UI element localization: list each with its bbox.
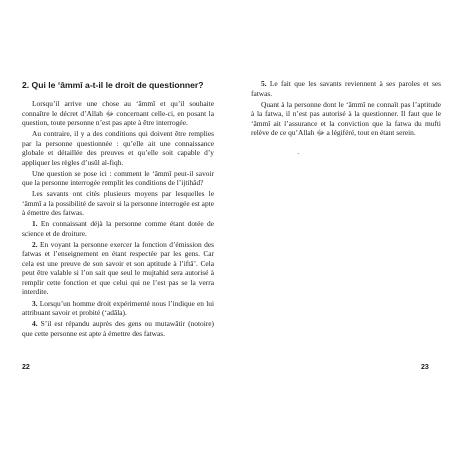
list-item — [22, 219, 214, 238]
paragraph: Lorsqu’il arrive une chose au ‘âmmî et qu’il souhaite connaître le décret d’Allah ﷻ concernant celle-ci, en posant la question, toute personne n’est pas apte à être interrogée. — [22, 99, 214, 127]
list-number: 5. — [261, 79, 267, 88]
paragraph: Quant à la personne dont le ‘âmmî ne connaît pas l’aptitude à la fatwa, il n’est pas autorisé à la questionner. Il faut que le ‘âmmî ait l’assurance et la conviction que la fatwa du mufti relève de ce qu’Allah ﷻ a légiféré, tout en étant serein. — [251, 99, 441, 138]
right-text-column — [251, 79, 441, 139]
section-heading: 2. Qui le ‘âmmî a-t-il le droit de questionner? — [22, 80, 204, 90]
list-item — [251, 79, 441, 98]
page-number-right: 23 — [421, 364, 429, 371]
list-text: S’il est répandu auprès des gens ou mutawâtir (notoire) que cette personne est apte à émettre des fatwas. — [22, 319, 214, 338]
separator-dot: · — [297, 150, 300, 158]
list-text: En connaissant déjà la personne comme étant dotée de science et de droiture. — [22, 219, 214, 238]
page-number-left: 22 — [22, 364, 30, 371]
list-number: 3. — [32, 298, 38, 308]
list-number: 1. — [32, 219, 38, 229]
list-number: 2. — [32, 239, 38, 249]
list-text: Lorsqu’un homme droit expérimenté nous l’indique en lui attribuant savoir et probité (‘adâla). — [22, 298, 214, 318]
paragraph: Au contraire, il y a des conditions qui doivent être remplies par la personne questionnée : qu’elle ait une connaissance globale et détaillée des preuves et qu’elle soit capable d’y appliquer les règles d’usûl al-fiqh. — [22, 129, 214, 167]
list-item — [22, 240, 214, 297]
list-item — [22, 299, 214, 318]
paragraph: Une question se pose ici : comment le ‘âmmî peut-il savoir que la personne interrogée remplit les conditions de l’ijtihâd? — [22, 168, 214, 188]
paragraph: Les savants ont cités plusieurs moyens par lesquelles le ‘âmmî a la possibilité de savoir si la personne interrogée est apte à émettre des fatwas. — [22, 189, 214, 218]
list-text: Le fait que les savants reviennent à ses paroles et ses fatwas. — [251, 79, 441, 98]
left-text-column — [22, 99, 214, 340]
list-number: 4. — [32, 319, 38, 329]
list-text: En voyant la personne exercer la fonction d’émission des fatwas et l’enseignement en étant respectée par les gens. Car cela est une preuve de son savoir et son aptitude à l’iftâ’. Cela peut être valable si l’on sait que seul le mujtahid sera autorisé à remplir cette fonction et que celui qui ne l’est pas se la verra interdite. — [22, 239, 214, 297]
list-item — [22, 319, 214, 338]
